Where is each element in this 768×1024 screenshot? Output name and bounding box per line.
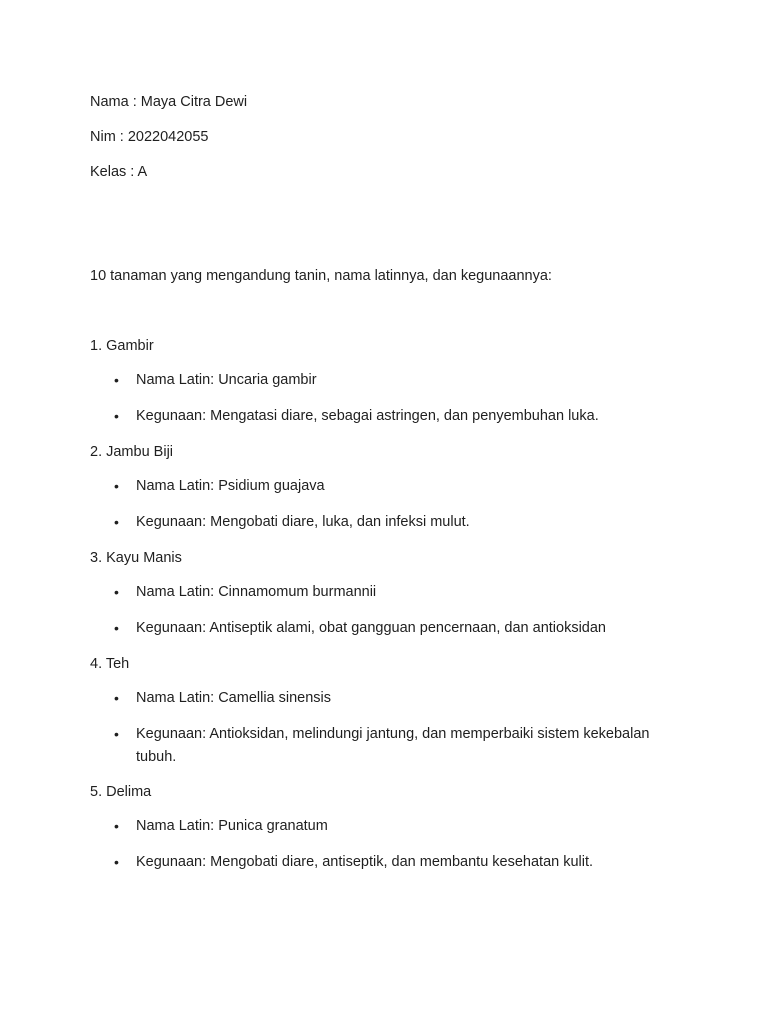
bullet-icon: • [114,620,119,636]
plant-title: 2. Jambu Biji [90,444,174,460]
bullet-icon: • [114,854,119,870]
plant-use: Kegunaan: Mengatasi diare, sebagai astringen, dan penyembuhan luka. [136,408,599,424]
student-nim: Nim : 2022042055 [90,129,209,145]
latin-name: Nama Latin: Uncaria gambir [136,372,317,388]
plant-use: Kegunaan: Mengobati diare, antiseptik, dan membantu kesehatan kulit. [136,854,594,870]
plant-use: Kegunaan: Antioksidan, melindungi jantung, dan memperbaiki sistem kekebalan tubuh. [136,726,650,765]
latin-name: Nama Latin: Psidium guajava [136,478,325,494]
bullet-icon: • [114,584,119,600]
bullet-icon: • [114,372,119,388]
bullet-icon: • [114,514,119,530]
plant-title: 4. Teh [90,656,130,672]
latin-name: Nama Latin: Camellia sinensis [136,690,332,706]
plant-title: 5. Delima [90,784,152,800]
student-name: Nama : Maya Citra Dewi [90,94,248,110]
plant-use: Kegunaan: Antiseptik alami, obat gangguan pencernaan, dan antioksidan [136,620,606,636]
student-class: Kelas : A [90,164,148,180]
intro-text: 10 tanaman yang mengandung tanin, nama latinnya, dan kegunaannya: [90,268,552,284]
plant-title: 3. Kayu Manis [90,550,182,566]
bullet-icon: • [114,408,119,424]
plant-use: Kegunaan: Mengobati diare, luka, dan infeksi mulut. [136,514,470,530]
bullet-icon: • [114,726,119,742]
plant-title: 1. Gambir [90,338,154,354]
bullet-icon: • [114,818,119,834]
bullet-icon: • [114,690,119,706]
latin-name: Nama Latin: Punica granatum [136,818,328,834]
bullet-icon: • [114,478,119,494]
latin-name: Nama Latin: Cinnamomum burmannii [136,584,377,600]
